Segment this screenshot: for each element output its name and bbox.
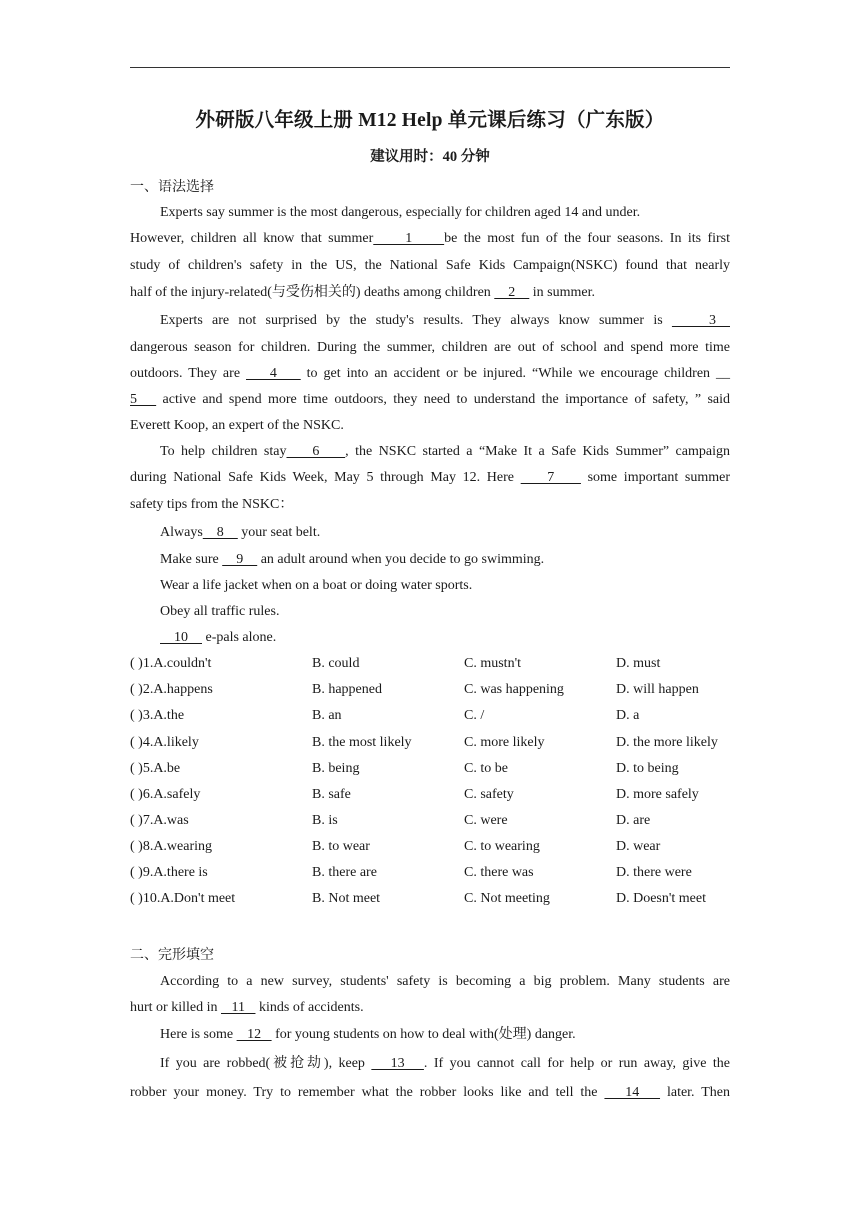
line-text: study of children's safety in the US, the National Safe Kids Campaign(NSKC) found that nearly <box>130 258 730 273</box>
question-option-a: ( )8.A.wearing <box>130 839 213 854</box>
answer-blank: 4 <box>246 366 301 381</box>
line-text: later. Then <box>660 1085 731 1100</box>
answer-blank: 1 <box>373 231 445 246</box>
option-row <box>130 761 730 779</box>
question-option-c: C. to wearing <box>464 839 540 854</box>
line-text: robber your money. Try to remember what the robber looks like and tell the <box>130 1085 605 1100</box>
question-option-a: ( )9.A.there is <box>130 865 208 880</box>
option-row <box>130 787 730 805</box>
line-text: kinds of accidents. <box>255 1000 364 1015</box>
question-option-d: D. a <box>616 708 640 723</box>
question-option-c: C. safety <box>464 787 514 802</box>
question-option-a: ( )10.A.Don't meet <box>130 891 236 906</box>
line-text: safety tips from the NSKC： <box>130 497 294 512</box>
option-row <box>130 682 730 700</box>
section1-line <box>130 340 730 358</box>
option-row <box>130 865 730 883</box>
header-rule <box>130 67 730 68</box>
question-option-c: C. more likely <box>464 735 545 750</box>
line-text: Always <box>160 525 203 540</box>
page-title: 外研版八年级上册 M12 Help 单元课后练习（广东版） <box>195 110 665 131</box>
answer-blank: 13 <box>371 1056 424 1071</box>
question-option-a: ( )2.A.happens <box>130 682 213 697</box>
question-option-d: D. the more likely <box>616 735 718 750</box>
section1-line <box>160 604 730 622</box>
line-text: To help children stay <box>160 444 287 459</box>
section1-line <box>160 313 730 331</box>
question-option-b: B. is <box>312 813 338 828</box>
answer-blank: 11 <box>221 1000 256 1015</box>
section1-line <box>160 552 730 570</box>
question-option-d: D. Doesn't meet <box>616 891 707 906</box>
section1-line <box>130 366 730 384</box>
line-text: Everett Koop, an expert of the NSKC. <box>130 418 344 433</box>
section1-line <box>160 578 730 596</box>
question-option-d: D. to being <box>616 761 679 776</box>
answer-blank: 3 <box>671 313 730 328</box>
question-option-a: ( )6.A.safely <box>130 787 201 802</box>
question-option-b: B. could <box>312 656 360 671</box>
question-option-b: B. happened <box>312 682 382 697</box>
section1-line <box>130 231 730 249</box>
answer-blank: 5 <box>130 392 157 407</box>
line-text: However, children all know that summer <box>130 231 374 246</box>
answer-blank: 14 <box>604 1085 661 1100</box>
line-text: hurt or killed in <box>130 1000 221 1015</box>
question-option-a: ( )7.A.was <box>130 813 189 828</box>
question-option-c: C. to be <box>464 761 508 776</box>
question-option-a: ( )5.A.be <box>130 761 181 776</box>
line-text: outdoors. They are <box>130 366 246 381</box>
option-row <box>130 735 730 753</box>
line-text: Obey all traffic rules. <box>160 604 280 619</box>
option-row <box>130 708 730 726</box>
question-option-c: C. mustn't <box>464 656 521 671</box>
section1-line <box>160 444 730 462</box>
section2-line <box>130 1000 730 1018</box>
question-option-b: B. to wear <box>312 839 370 854</box>
section1-line <box>160 630 730 648</box>
answer-blank: 2 <box>494 285 530 300</box>
question-option-d: D. must <box>616 656 661 671</box>
question-option-d: D. there were <box>616 865 692 880</box>
answer-blank: 7 <box>520 470 581 485</box>
option-row <box>130 656 730 674</box>
answer-blank: 9 <box>222 552 258 567</box>
line-text: , the NSKC started a “Make It a Safe Kids Summer” campaign <box>345 444 730 459</box>
section2-line <box>160 974 730 992</box>
section2-line <box>160 1027 730 1045</box>
line-text: Experts are not surprised by the study's results. They always know summer is <box>160 313 672 328</box>
section1-line <box>130 258 730 276</box>
section1-line <box>130 285 730 303</box>
question-option-d: D. are <box>616 813 651 828</box>
question-option-c: C. was happening <box>464 682 564 697</box>
section1-line <box>160 525 730 543</box>
option-row <box>130 813 730 831</box>
question-option-c: C. there was <box>464 865 534 880</box>
option-row <box>130 839 730 857</box>
question-option-d: D. will happen <box>616 682 699 697</box>
question-option-a: ( )4.A.likely <box>130 735 199 750</box>
line-text: in summer. <box>529 285 596 300</box>
answer-blank: 6 <box>286 444 346 459</box>
line-text: According to a new survey, students' safety is becoming a big problem. Many students are <box>160 974 730 989</box>
question-option-b: B. an <box>312 708 342 723</box>
section1-line <box>130 497 730 515</box>
section2-line <box>160 1056 730 1074</box>
question-option-b: B. safe <box>312 787 351 802</box>
line-text: be the most fun of the four seasons. In its first <box>444 231 731 246</box>
question-option-a: ( )3.A.the <box>130 708 185 723</box>
section1-heading: 一、语法选择 <box>130 180 214 195</box>
line-text: for young students on how to deal with(处理) danger. <box>271 1027 576 1042</box>
question-option-c: C. Not meeting <box>464 891 550 906</box>
question-option-d: D. wear <box>616 839 661 854</box>
line-text: . If you cannot call for help or run away, give the <box>423 1056 731 1071</box>
answer-blank: 8 <box>202 525 238 540</box>
line-text: dangerous season for children. During the summer, children are out of school and spend more time <box>130 340 730 355</box>
question-option-d: D. more safely <box>616 787 699 802</box>
question-option-c: C. / <box>464 708 485 723</box>
line-text: during National Safe Kids Week, May 5 through May 12. Here <box>130 470 521 485</box>
line-text: an adult around when you decide to go swimming. <box>257 552 545 567</box>
question-option-b: B. the most likely <box>312 735 412 750</box>
question-option-a: ( )1.A.couldn't <box>130 656 212 671</box>
line-text: to get into an accident or be injured. “While we encourage children __ <box>300 366 730 381</box>
section2-heading: 二、完形填空 <box>130 948 214 963</box>
option-row <box>130 891 730 909</box>
line-text: some important summer <box>580 470 731 485</box>
section1-line <box>160 205 730 223</box>
line-text: Here is some <box>160 1027 237 1042</box>
section1-line <box>130 392 730 410</box>
page-subtitle: 建议用时：40 分钟 <box>370 149 490 165</box>
section1-line <box>130 418 730 436</box>
line-text: your seat belt. <box>237 525 321 540</box>
line-text: Experts say summer is the most dangerous, especially for children aged 14 and under. <box>160 205 641 220</box>
line-text: active and spend more time outdoors, they need to understand the importance of safety, ” said <box>156 392 730 407</box>
answer-blank: 12 <box>236 1027 272 1042</box>
section1-line <box>130 470 730 488</box>
question-option-b: B. Not meet <box>312 891 381 906</box>
line-text: Make sure <box>160 552 223 567</box>
question-option-b: B. there are <box>312 865 377 880</box>
section2-line <box>130 1085 730 1103</box>
line-text: half of the injury-related(与受伤相关的) deaths among children <box>130 285 495 300</box>
line-text: e-pals alone. <box>202 630 277 645</box>
answer-blank: 10 <box>160 630 202 645</box>
question-option-b: B. being <box>312 761 360 776</box>
line-text: Wear a life jacket when on a boat or doing water sports. <box>160 578 473 593</box>
question-option-c: C. were <box>464 813 508 828</box>
line-text: If you are robbed(被抢劫), keep <box>160 1056 372 1071</box>
